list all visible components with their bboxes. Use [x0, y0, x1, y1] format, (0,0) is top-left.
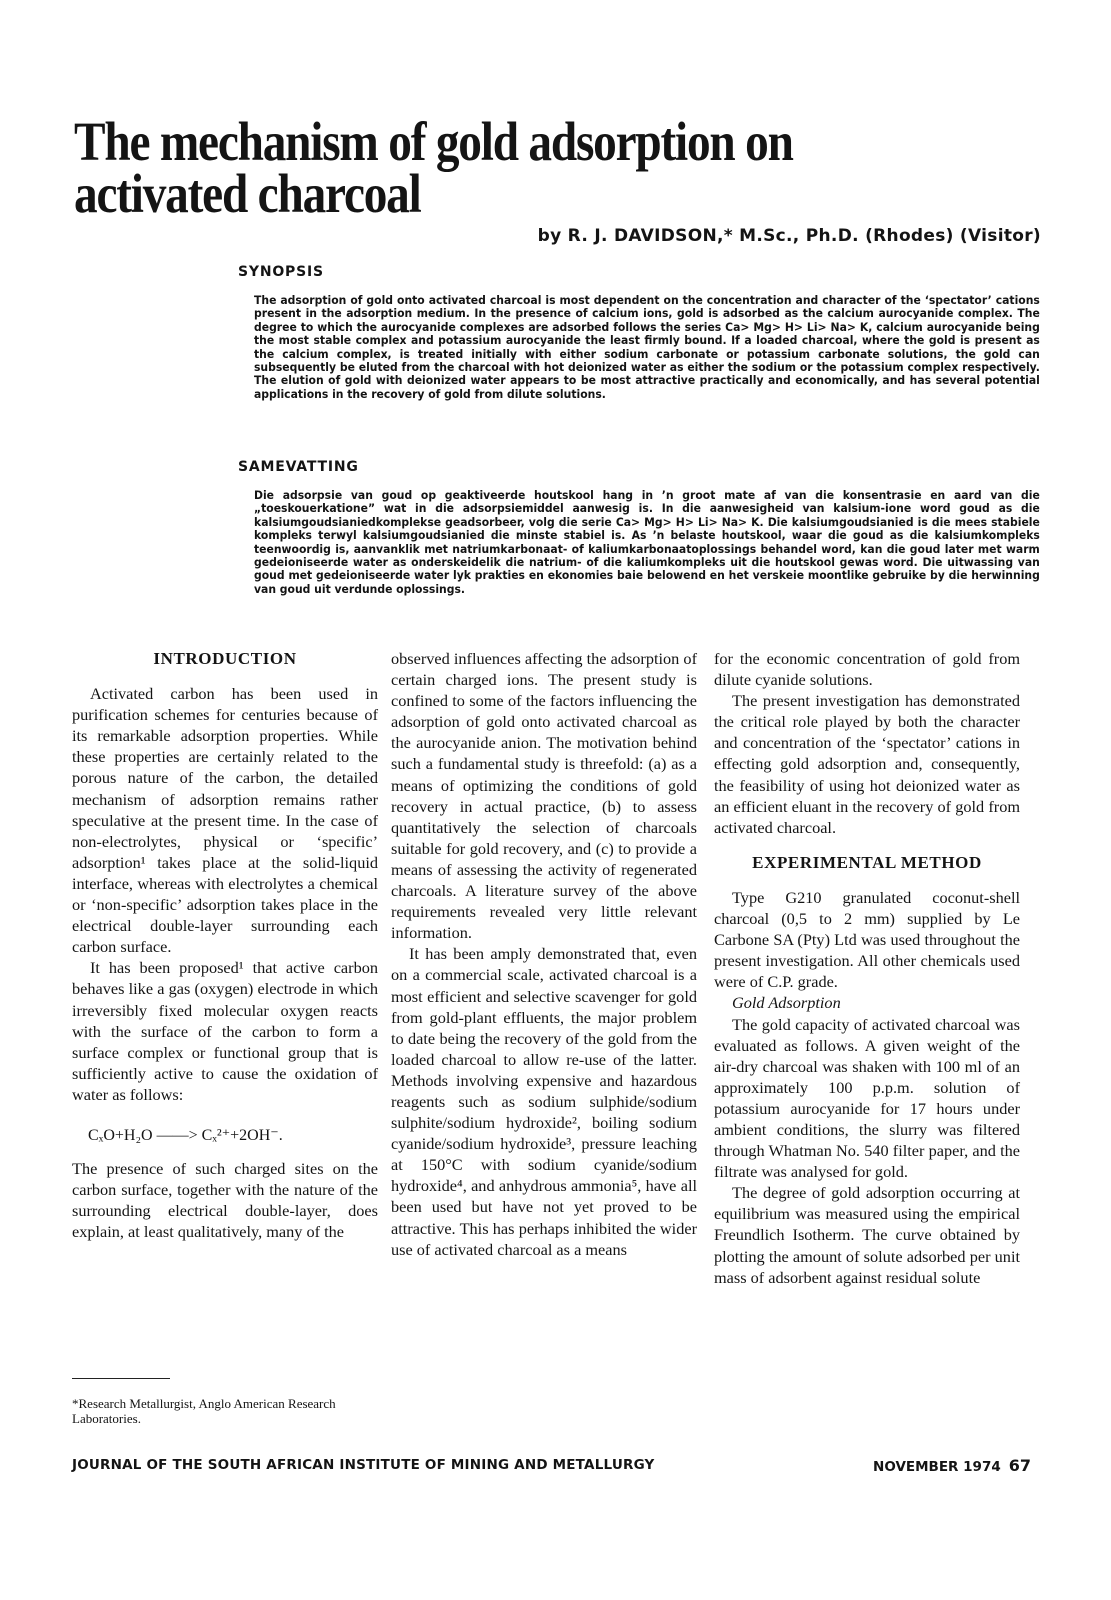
- issue-date: NOVEMBER 1974: [873, 1459, 1001, 1475]
- issue-footer: [873, 1456, 1031, 1475]
- column-1: [72, 648, 378, 1242]
- samevatting-heading: SAMEVATTING: [238, 459, 359, 475]
- col2-paragraph-2: It has been amply demonstrated that, even on a commercial scale, activated charcoal is a most efficient and selective scavenger for gold from gold-plant effluents, the major problem to date being the recovery of the gold from the loaded charcoal to allow re-use of the latter. Methods involving expensive and hazardous reagents such as sodium sulphide/sodium sulphite/sodium hydroxide², boiling sodium cyanide/sodium hydroxide³, pressure leaching at 150°C with sodium cyanide/sodium hydroxide⁴, and anhydrous ammonia⁵, have all been used but have not yet proved to be attractive. This has perhaps inhibited the wider use of activated charcoal as a means: [391, 944, 697, 1259]
- col3-paragraph-1: for the economic concentration of gold from dilute cyanide solutions.: [714, 649, 1020, 690]
- synopsis-section: [238, 264, 1041, 401]
- intro-paragraph-3: The presence of such charged sites on the carbon surface, together with the nature of the surrounding electrical double-layer, does explain, at least qualitatively, many of the: [72, 1159, 378, 1242]
- col2-paragraph-1: observed influences affecting the adsorption of certain charged ions. The present study is confined to some of the factors influencing the adsorption of gold onto activated charcoal as the aurocyanide anion. The motivation behind such a fundamental study is threefold: (a) as a means of optimizing the conditions of gold recovery in actual practice, (b) to assess quantitatively the selection of charcoals suitable for gold recovery, and (c) to provide a means of assessing the activity of regenerated charcoals. A literature survey of the above requirements revealed very little relevant information.: [391, 649, 697, 943]
- intro-paragraph-2: It has been proposed¹ that active carbon behaves like a gas (oxygen) electrode in which irreversibly fixed molecular oxygen reacts with the surface of the carbon to form a surface complex or functional group that is sufficiently active to cause the oxidation of water as follows:: [72, 958, 378, 1104]
- experimental-method-heading: EXPERIMENTAL METHOD: [752, 852, 982, 872]
- column-2: [391, 648, 697, 1260]
- col3-paragraph-3: Type G210 granulated coconut-shell charcoal (0,5 to 2 mm) supplied by Le Carbone SA (Pty) Ltd was used throughout the present investigation. All other chemicals used were of C.P. grade.: [714, 887, 1020, 992]
- author-byline: by R. J. DAVIDSON,* M.Sc., Ph.D. (Rhodes) (Visitor): [537, 226, 1041, 246]
- journal-name-footer: JOURNAL OF THE SOUTH AFRICAN INSTITUTE OF MINING AND METALLURGY: [72, 1457, 655, 1473]
- col3-paragraph-4: The gold capacity of activated charcoal was evaluated as follows. A given weight of the air-dry charcoal was shaken with 100 ml of an approximately 100 p.p.m. solution of potassium aurocyanide for 17 hours under ambient conditions, the slurry was filtered through Whatman No. 540 filter paper, and the filtrate was analysed for gold.: [714, 1014, 1020, 1182]
- gold-adsorption-subheading: Gold Adsorption: [732, 993, 841, 1013]
- footnote-divider: [72, 1378, 170, 1379]
- author-footnote: *Research Metallurgist, Anglo American Research Laboratories.: [72, 1396, 336, 1426]
- introduction-heading: INTRODUCTION: [153, 649, 297, 668]
- article-title: The mechanism of gold adsorption on activated charcoal: [74, 111, 793, 224]
- samevatting-text: Die adsorpsie van goud op geaktiveerde houtskool hang in ’n groot mate af van die konsentrasie en aard van die „toeskouerkatione” wat in die adsorpsiemiddel aanwesig is. In die aanwesigheid van kalsium-ione word goud as die kalsiumgoudsianiedkomplekse geadsorbeer, volg die serie Ca> Mg> H> Li> Na> K. Die kalsiumgoudsianied is die mees stabiele kompleks terwyl kalsiumgoudsianied die minste stabiel is. As ’n belaste houtskool, waar die goud as die kalsiumkompleks teenwoordig is, aanvanklik met natriumkarbonaat- of kaliumkarbonaatoplossings behandel word, kan die goud later met warm gedeioniseerde water as onderskeidelik die natrium- of die kaliumkompleks uit die houtskool gewas word. Die uitwassing van goud met gedeioniseerde water lyk prakties en ekonomies baie belowend en het verskeie moontlike gebruike by die herwinning van goud uit verdunde oplossings.: [254, 488, 1040, 596]
- col3-paragraph-5: The degree of gold adsorption occurring at equilibrium was measured using the empirical Freundlich Isotherm. The curve obtained by plotting the amount of solute adsorbed per unit mass of adsorbent against residual solute: [714, 1183, 1020, 1287]
- page-number: 67: [1008, 1456, 1031, 1475]
- synopsis-text: The adsorption of gold onto activated charcoal is most dependent on the concentration and character of the ‘spectator’ cations present in the adsorption medium. In the presence of calcium ions, gold is adsorbed as the calcium aurocyanide complex. The degree to which the aurocyanide complexes are adsorbed follows the series Ca> Mg> H> Li> Na> K, calcium aurocyanide being the most stable complex and potassium aurocyanide the least firmly bound. If a loaded charcoal, where the gold is present as the calcium complex, is treated initially with either sodium carbonate or potassium carbonate solutions, the gold can subsequently be eluted from the charcoal with hot deionized water as either the sodium or the potassium complex respectively. The elution of gold with deionized water appears to be most attractive practically and economically, and has several potential applications in the recovery of gold from dilute solutions.: [254, 293, 1040, 401]
- oxidation-equation: CₓO+H₂O ——> Cₓ²⁺+2OH⁻.: [88, 1126, 283, 1144]
- column-3: [714, 648, 1020, 1288]
- samevatting-section: [238, 459, 1041, 596]
- intro-paragraph-1: Activated carbon has been used in purification schemes for centuries because of its remarkable adsorption properties. While these properties are certainly related to the porous nature of the carbon, the detailed mechanism of adsorption remains rather speculative at the present time. In the case of non-electrolytes, physical or ‘specific’ adsorption¹ takes place at the solid-liquid interface, whereas with electrolytes a chemical or ‘non-specific’ adsorption takes place in the electrical double-layer surrounding each carbon surface.: [72, 684, 378, 957]
- synopsis-heading: SYNOPSIS: [238, 264, 324, 280]
- col3-paragraph-2: The present investigation has demonstrated the critical role played by both the character and concentration of the ‘spectator’ cations in effecting gold adsorption and, consequently, the feasibility of using hot deionized water as an efficient eluant in the recovery of gold from activated charcoal.: [714, 691, 1020, 837]
